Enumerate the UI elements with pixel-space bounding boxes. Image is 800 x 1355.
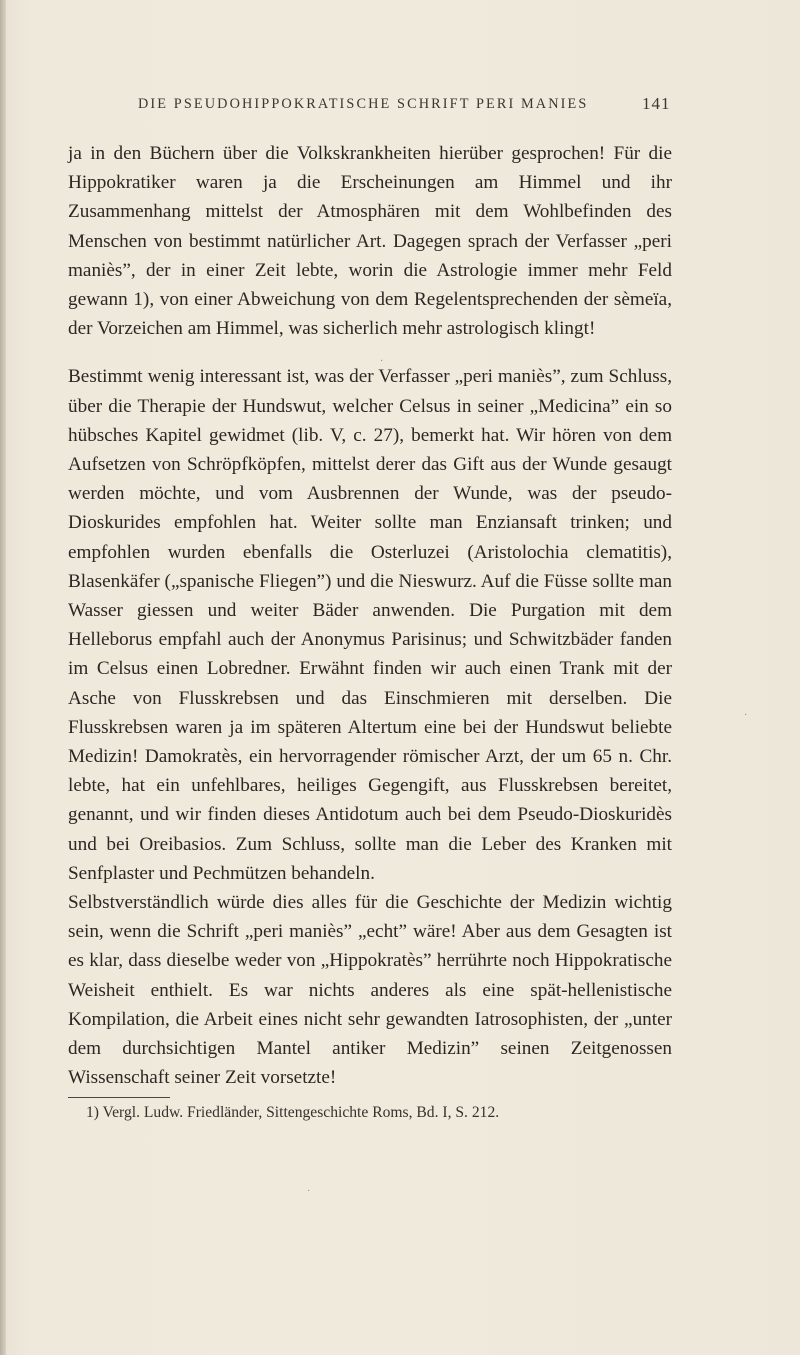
paragraph-2: Bestimmt wenig interessant ist, was der Verfasser „peri maniès”, zum Schluss, über die Therapie der Hundswut, welcher Celsus in seiner „Medicina” ein so hübsches Kapitel gewidmet (lib. V, c. 27), bemerkt hat. Wir hören von dem Aufsetzen von Schröpfköpfen, mittelst derer das Gift aus der Wunde gesaugt werden möchte, und vom Ausbrennen der Wunde, was der pseudo-Dioskurides empfohlen hat. Weiter sollte man Enziansaft trinken; und empfohlen wurden ebenfalls die Osterluzei (Aristolochia clematitis), Blasenkäfer („spanische Fliegen”) und die Nieswurz. Auf die Füsse sollte man Wasser giessen und weiter Bäder anwenden. Die Purgation mit dem Helleborus empfahl auch der Anonymus Parisinus; und Schwitzbäder fanden im Celsus einen Lobredner. Erwähnt finden wir auch einen Trank mit der Asche von Flusskrebsen und das Einschmieren mit derselben. Die Flusskrebsen waren ja im späteren Altertum eine bei der Hundswut beliebte Medizin! Damokratès, ein hervorragender römischer Arzt, der um 65 n. Chr. lebte, hat ein unfehlbares, heiliges Gegengift, aus Flusskrebsen bereitet, genannt, und wir finden dieses Antidotum auch bei dem Pseudo-Dioskuridès und bei Oreibasios. Zum Schluss, sollte man die Leber des Kranken mit Senfplaster und Pechmützen behandeln. (68, 366, 672, 884)
paper-speck: · (744, 710, 748, 721)
running-head (0, 96, 800, 120)
paper-speck: · (307, 1186, 311, 1197)
paper-speck: · (380, 356, 384, 367)
footnote-rule (68, 1097, 170, 1098)
body-text (68, 139, 672, 1093)
footnote: 1) Vergl. Ludw. Friedländer, Sittengeschichte Roms, Bd. I, S. 212. (86, 1104, 500, 1121)
paragraph-3: Selbstverständlich würde dies alles für die Geschichte der Medizin wichtig sein, wenn die Schrift „peri maniès” „echt” wäre! Aber aus dem Gesagten ist es klar, dass dieselbe weder von „Hippokratès” herrührte noch Hippokratische Weisheit enthielt. Es war nichts anderes als eine spät-hellenistische Kompilation, die Arbeit eines nicht sehr gewandten Iatrosophisten, der „unter dem durchsichtigen Mantel antiker Medizin” seinen Zeitgenossen Wissenschaft seiner Zeit vorsetzte! (68, 892, 672, 1089)
running-title: DIE PSEUDOHIPPOKRATISCHE SCHRIFT PERI MANIES (138, 96, 589, 112)
paragraph-1: ja in den Büchern über die Volkskrankheiten hierüber gesprochen! Für die Hippokratiker waren ja die Erscheinungen am Himmel und ihr Zusammenhang mittelst der Atmosphären mit dem Wohlbefinden des Menschen von bestimmt natürlicher Art. Dagegen sprach der Verfasser „peri maniès”, der in einer Zeit lebte, worin die Astrologie immer mehr Feld gewann 1), von einer Abweichung von dem Regelentsprechenden der sèmeïa, der Vorzeichen am Himmel, was sicherlich mehr astrologisch klingt! (68, 143, 672, 340)
binding-edge (0, 0, 6, 1355)
page-number: 141 (642, 94, 671, 113)
